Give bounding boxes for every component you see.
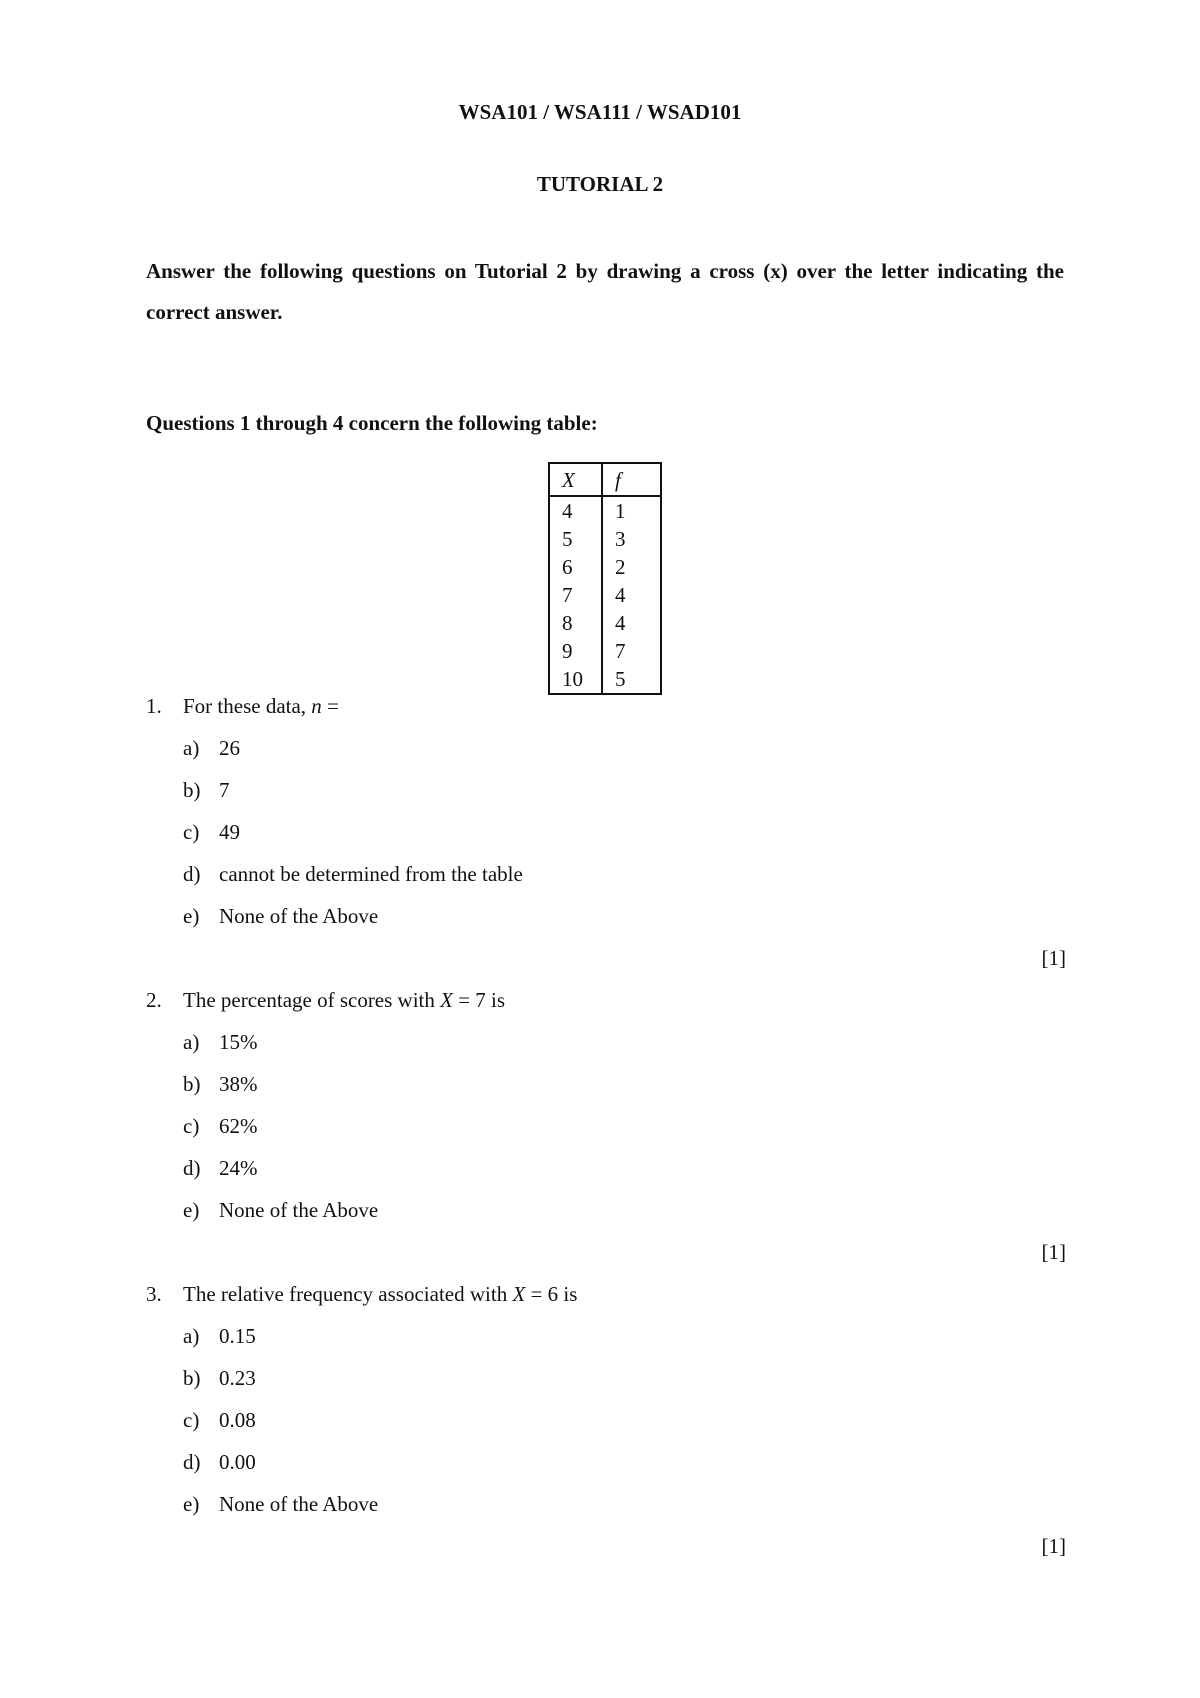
option-letter: c) xyxy=(183,1408,200,1432)
table-header-row xyxy=(549,463,661,496)
option-text: 0.08 xyxy=(219,1408,256,1432)
cell-x: 6 xyxy=(549,553,602,581)
option-text: None of the Above xyxy=(219,904,379,928)
question-number: 3. xyxy=(146,1282,162,1306)
option-d[interactable] xyxy=(183,1156,258,1181)
option-b[interactable] xyxy=(183,778,230,803)
question-text xyxy=(183,1282,577,1307)
frequency-table xyxy=(548,462,662,695)
option-d[interactable] xyxy=(183,1450,256,1475)
table-row xyxy=(549,609,661,637)
question-text-part: = 6 is xyxy=(525,1282,578,1306)
option-e[interactable] xyxy=(183,1198,378,1223)
cell-f: 7 xyxy=(602,637,661,665)
cell-x: 7 xyxy=(549,581,602,609)
option-letter: c) xyxy=(183,1114,200,1138)
option-b[interactable] xyxy=(183,1366,256,1391)
cell-f: 4 xyxy=(602,581,661,609)
option-letter: d) xyxy=(183,862,201,886)
option-text: 0.23 xyxy=(219,1366,256,1390)
option-text: 0.15 xyxy=(219,1324,256,1348)
option-letter: a) xyxy=(183,736,200,760)
option-e[interactable] xyxy=(183,904,378,929)
table-row xyxy=(549,665,661,694)
option-text: None of the Above xyxy=(219,1492,379,1516)
option-b[interactable] xyxy=(183,1072,258,1097)
cell-f: 5 xyxy=(602,665,661,694)
option-c[interactable] xyxy=(183,1114,258,1139)
question-3 xyxy=(146,1282,1066,1558)
option-c[interactable] xyxy=(183,1408,256,1433)
question-text xyxy=(183,694,339,719)
option-letter: b) xyxy=(183,778,201,802)
table-row xyxy=(549,525,661,553)
option-a[interactable] xyxy=(183,1030,258,1055)
table-row xyxy=(549,553,661,581)
table-row xyxy=(549,637,661,665)
option-letter: d) xyxy=(183,1156,201,1180)
course-codes: WSA101 / WSA111 / WSAD101 xyxy=(458,100,742,124)
question-marks: [1] xyxy=(1041,946,1066,970)
option-e[interactable] xyxy=(183,1492,378,1517)
option-letter: e) xyxy=(183,1492,200,1516)
option-text: cannot be determined from the table xyxy=(219,862,523,886)
header-f: f xyxy=(602,463,661,496)
question-marks: [1] xyxy=(1041,1534,1066,1558)
option-text: 0.00 xyxy=(219,1450,256,1474)
header-x: X xyxy=(549,463,602,496)
option-text: 49 xyxy=(219,820,240,844)
option-letter: e) xyxy=(183,904,200,928)
option-letter: a) xyxy=(183,1030,200,1054)
question-2 xyxy=(146,988,1066,1264)
table-row xyxy=(549,496,661,525)
option-letter: b) xyxy=(183,1072,201,1096)
question-text-part: = 7 is xyxy=(452,988,506,1012)
option-text: 15% xyxy=(219,1030,258,1054)
tutorial-title: TUTORIAL 2 xyxy=(536,172,664,196)
variable: X xyxy=(512,1282,526,1306)
option-letter: d) xyxy=(183,1450,201,1474)
option-text: None of the Above xyxy=(219,1198,379,1222)
cell-x: 10 xyxy=(549,665,602,694)
option-letter: e) xyxy=(183,1198,200,1222)
cell-f: 2 xyxy=(602,553,661,581)
cell-f: 4 xyxy=(602,609,661,637)
cell-x: 9 xyxy=(549,637,602,665)
instructions: Answer the following questions on Tutorial 2 by drawing a cross (x) over the letter indicating the correct answer. xyxy=(146,259,1064,324)
variable: n xyxy=(311,694,322,718)
cell-f: 1 xyxy=(602,496,661,525)
question-1 xyxy=(146,694,1066,970)
cell-x: 4 xyxy=(549,496,602,525)
option-text: 24% xyxy=(219,1156,258,1180)
question-text-part: = xyxy=(321,694,339,718)
variable: X xyxy=(440,988,453,1012)
option-letter: b) xyxy=(183,1366,201,1390)
option-a[interactable] xyxy=(183,736,240,761)
question-number: 1. xyxy=(146,694,162,718)
question-number: 2. xyxy=(146,988,162,1012)
option-c[interactable] xyxy=(183,820,240,845)
option-letter: a) xyxy=(183,1324,200,1348)
cell-x: 8 xyxy=(549,609,602,637)
question-text-part: The percentage of scores with xyxy=(183,988,441,1012)
option-d[interactable] xyxy=(183,862,523,887)
option-letter: c) xyxy=(183,820,200,844)
option-text: 7 xyxy=(219,778,230,802)
option-text: 38% xyxy=(219,1072,258,1096)
cell-x: 5 xyxy=(549,525,602,553)
option-text: 26 xyxy=(219,736,240,760)
question-text-part: The relative frequency associated with xyxy=(183,1282,513,1306)
table-row xyxy=(549,581,661,609)
cell-f: 3 xyxy=(602,525,661,553)
question-marks: [1] xyxy=(1041,1240,1066,1264)
table-intro: Questions 1 through 4 concern the following table: xyxy=(146,411,598,435)
question-text xyxy=(183,988,505,1013)
question-text-part: For these data, xyxy=(183,694,312,718)
option-a[interactable] xyxy=(183,1324,256,1349)
option-text: 62% xyxy=(219,1114,258,1138)
